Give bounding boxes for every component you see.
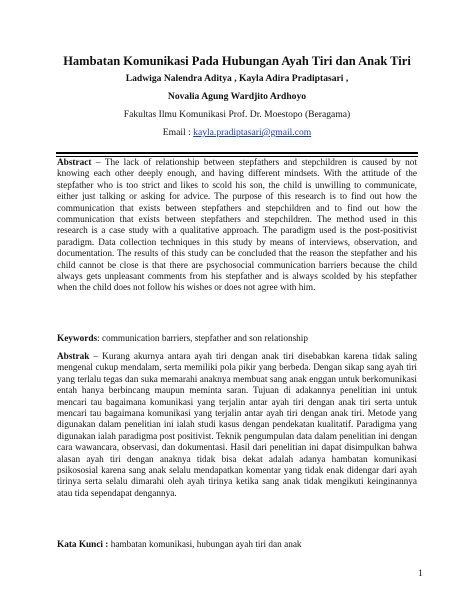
abstract-text: – The lack of relationship between stepfathers and stepchildren is caused by not knowing each other deeply enough, and having different mindsets. With the attitude of the stepfather who is too strict and likes to scold his son, the child is unwilling to communicate, either just talking or asking for advice. The purpose of this research is to find out how the communication that exists between stepfathers and stepchildren and to find out how the communication that exists between stepfathers and stepchildren. The method used in this research is a case study with a qualitative approach. The paradigm used is the post-positivist paradigm. Data collection techniques in this study by means of interviews, observation, and documentation. The results of this study can be concluded that the reason the stepfather and his child cannot be close is that there are psychosocial communication barriers because the child always gets unpleasant comments from his stepfather and is always scolded by his stepfather when the child does not follow his wishes or does not agree with him. xyxy=(57,158,417,294)
keywords-indonesian xyxy=(57,540,417,551)
email-line xyxy=(0,127,474,138)
abstract-english xyxy=(57,158,417,295)
affiliation: Fakultas Ilmu Komunikasi Prof. Dr. Moestopo (Beragama) xyxy=(123,109,351,120)
abstrak-text: – Kurang akurnya antara ayah tiri dengan anak tiri disebabkan karena tidak saling mengenal cukup mendalam, serta memiliki pola pikir yang berbeda. Dengan sikap sang ayah tiri yang terlalu tegas dan suka memarahi anaknya membuat sang anak enggan untuk berkomunikasi entah hanya berbincang maupun meminta saran. Tujuan di adakannya penelitian ini untuk mencari tau bagaimana komunikasi yang terjalin antar ayah tiri dengan anak tiri serta untuk mencari tau bagaimana komunikasi yang terjalin antar ayah tiri dengan anak tiri. Metode yang digunakan dalam penelitian ini ialah studi kasus dengan pendekatan kualitatif. Paradigma yang digunakan ialah paradigma post positivist. Teknik pengumpulan data dalam penelitian ini dengan cara wawancara, observasi, dan dokumentasi. Hasil dari penelitian ini dapat disimpulkan bahwa alasan ayah tiri dengan anaknya tidak bisa dekat adalah adanya hambatan komunikasi psikososial karena sang anak selalu mendapatkan komentar yang tidak enak didengar dari ayah tirinya serta selalu dimarahi oleh ayah tirinya ketika sang anak tidak mengikuti keinginannya atau tida sependapat dengannya. xyxy=(57,352,417,499)
email-link[interactable]: kayla.pradiptasari@gmail.com xyxy=(193,127,312,138)
divider-thin xyxy=(56,156,418,157)
abstract-label: Abstract xyxy=(57,158,92,168)
keywords-text: : communication barriers, stepfather and son relationship xyxy=(97,334,308,344)
divider-thick xyxy=(56,152,418,154)
abstrak-label: Abstrak xyxy=(57,352,90,362)
email-label: Email : xyxy=(162,127,191,138)
abstract-indonesian xyxy=(57,352,417,500)
paper-title: Hambatan Komunikasi Pada Hubungan Ayah Tiri dan Anak Tiri xyxy=(63,54,411,68)
page-number: 1 xyxy=(418,568,423,579)
kata-kunci-text: hambatan komunikasi, hubungan ayah tiri dan anak xyxy=(108,540,302,550)
authors-line-1: Ladwiga Nalendra Aditya , Kayla Adira Pradiptasari , xyxy=(125,73,349,84)
kata-kunci-label: Kata Kunci : xyxy=(57,540,109,550)
keywords-english xyxy=(57,334,417,345)
authors-line-2: Novalia Agung Wardjito Ardhoyo xyxy=(167,91,307,102)
keywords-label: Keywords xyxy=(57,334,98,344)
